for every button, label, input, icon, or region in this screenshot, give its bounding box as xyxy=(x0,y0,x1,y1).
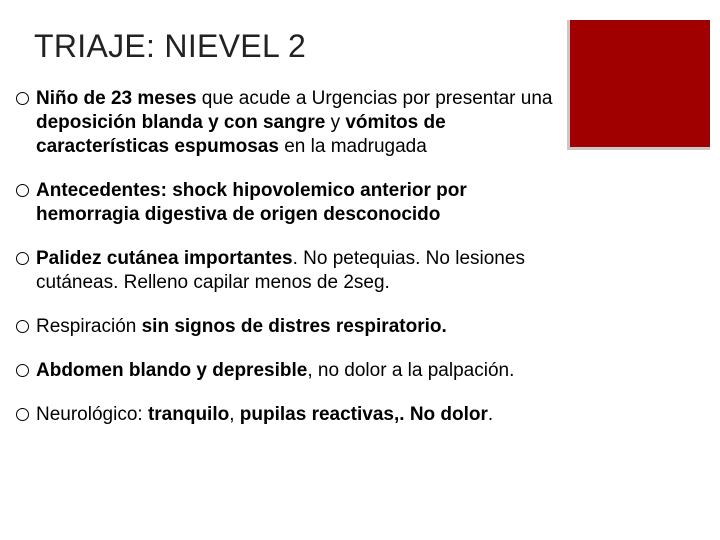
bullet-icon xyxy=(16,408,29,421)
text-run: pupilas reactivas,. No dolor xyxy=(239,404,488,425)
text-run: deposición blanda y con sangre xyxy=(36,112,326,133)
bullet-item xyxy=(16,359,556,383)
text-run: Abdomen blando y depresible xyxy=(36,360,308,381)
text-run: Respiración xyxy=(36,316,142,337)
text-run: , xyxy=(229,404,240,425)
bullet-icon xyxy=(16,184,29,197)
text-run: sin signos de distres respiratorio. xyxy=(141,316,447,337)
accent-box xyxy=(567,20,710,150)
slide-title: TRIAJE: NIEVEL 2 xyxy=(34,28,307,64)
text-run: . No petequias. No lesiones cutáneas. Relleno capilar menos de 2seg. xyxy=(36,248,525,293)
bullet-item xyxy=(16,315,556,339)
bullet-icon xyxy=(16,320,29,333)
text-run: en la madrugada xyxy=(278,136,427,157)
bullet-icon xyxy=(16,92,29,105)
text-run: y xyxy=(325,112,346,133)
text-run: , no dolor a la palpación. xyxy=(307,360,515,381)
bullet-list xyxy=(16,87,556,447)
bullet-item xyxy=(16,247,556,295)
text-run: Niño de 23 meses xyxy=(36,88,197,109)
text-run: que acude a Urgencias por presentar una xyxy=(196,88,553,109)
text-run: Antecedentes: shock hipovolemico anterior por hemorragia digestiva de origen desconocido xyxy=(36,180,467,225)
bullet-item xyxy=(16,403,556,427)
text-run: . xyxy=(487,404,494,425)
text-run: Palidez cutánea importantes xyxy=(36,248,293,269)
bullet-item xyxy=(16,87,556,159)
bullet-item xyxy=(16,179,556,227)
text-run: vómitos de características espumosas xyxy=(36,112,446,157)
bullet-icon xyxy=(16,364,29,377)
text-run: Neurológico: xyxy=(36,404,148,425)
bullet-icon xyxy=(16,252,29,265)
text-run: tranquilo xyxy=(147,404,230,425)
